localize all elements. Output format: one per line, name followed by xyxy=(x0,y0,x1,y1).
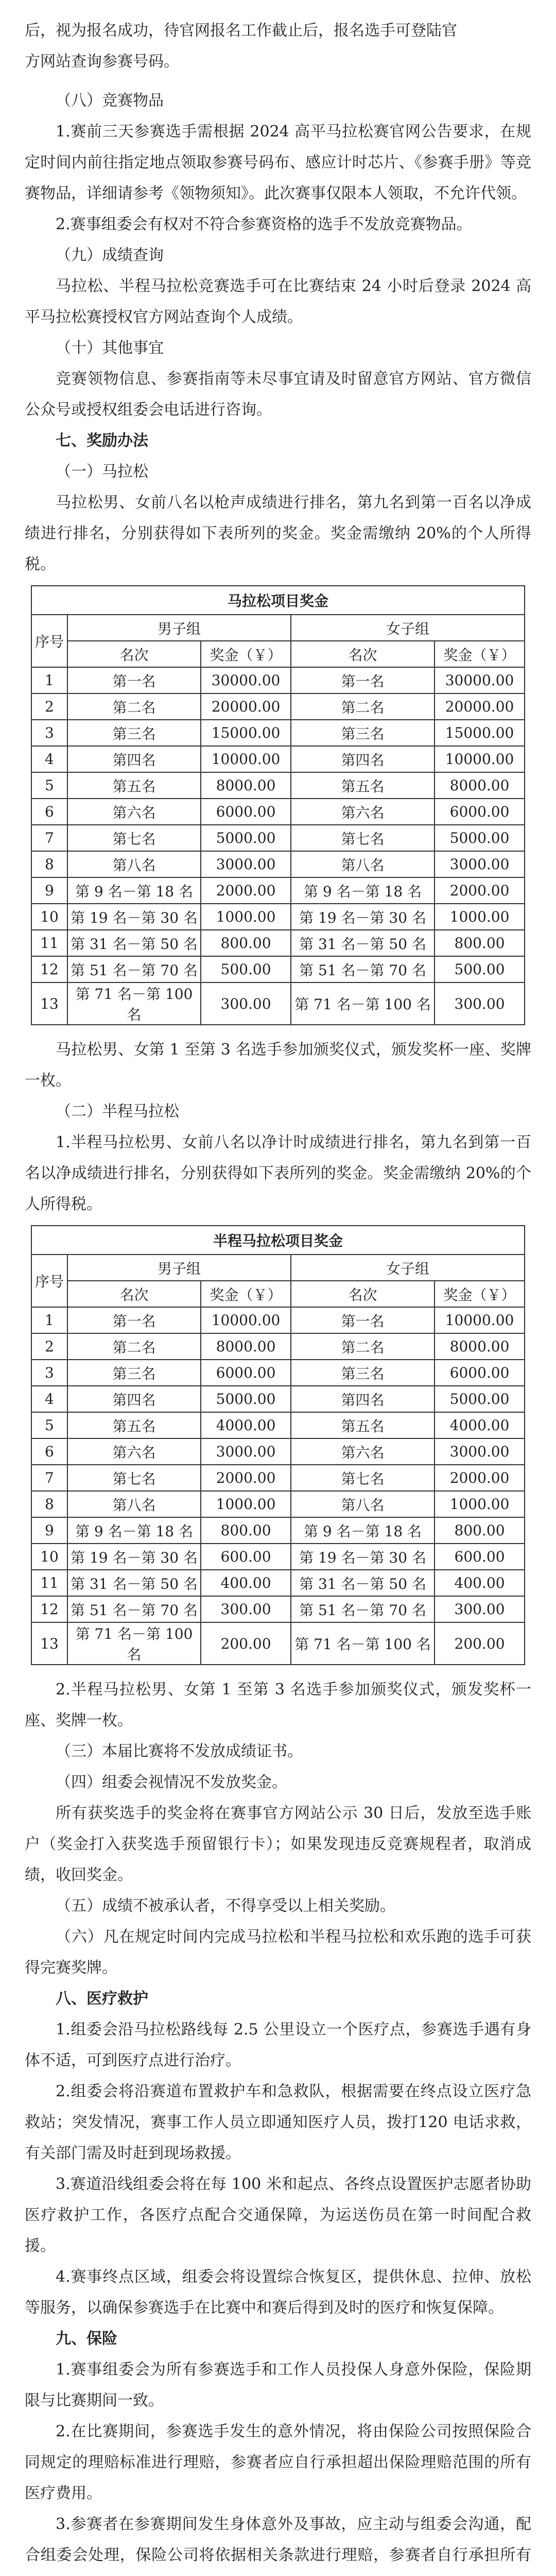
col-header-rank: 名次 xyxy=(67,1281,201,1307)
table-cell: 第六名 xyxy=(291,799,435,825)
table-cell: 8 xyxy=(31,851,67,877)
col-header-seq: 序号 xyxy=(31,1255,67,1307)
table-cell: 3000.00 xyxy=(435,1438,525,1465)
table-cell: 10000.00 xyxy=(435,746,525,772)
paragraph: 马拉松男、女第 1 至第 3 名选手参加颁奖仪式，颁发奖杯一座、奖牌一枚。 xyxy=(25,1041,531,1090)
table-cell: 第 31 名－第 50 名 xyxy=(67,1570,201,1596)
table-cell: 13 xyxy=(31,1622,67,1665)
half-marathon-prize-table xyxy=(31,1225,525,1665)
table-cell: 第五名 xyxy=(67,772,201,799)
table-cell: 6 xyxy=(31,799,67,825)
table-cell: 8000.00 xyxy=(201,1333,291,1360)
table-cell: 12 xyxy=(31,1596,67,1622)
table-cell: 1000.00 xyxy=(201,904,291,930)
table-cell: 20000.00 xyxy=(201,693,291,720)
table-cell: 第 71 名－第 100 名 xyxy=(291,982,435,1025)
table-cell: 6 xyxy=(31,1438,67,1465)
table-cell: 2 xyxy=(31,693,67,720)
table-row xyxy=(31,693,525,720)
table-row xyxy=(31,904,525,930)
table-cell: 200.00 xyxy=(201,1622,291,1665)
table-row xyxy=(31,982,525,1025)
table-cell: 5 xyxy=(31,1412,67,1438)
table-cell: 第五名 xyxy=(291,1412,435,1438)
table-cell: 6000.00 xyxy=(435,1360,525,1386)
section-heading: （九）成绩查询 xyxy=(56,246,164,264)
table-cell: 300.00 xyxy=(201,1596,291,1622)
table-row xyxy=(31,930,525,956)
table-cell: 第三名 xyxy=(67,1360,201,1386)
table-cell: 500.00 xyxy=(435,956,525,982)
paragraph: 马拉松男、女前八名以枪声成绩进行排名，第九名到第一百名以净成绩进行排名，分别获得如下表所列的奖金。奖金需缴纳 20%的个人所得税。 xyxy=(25,494,531,573)
table-cell: 200.00 xyxy=(435,1622,525,1665)
table-cell: 第八名 xyxy=(67,1491,201,1517)
table-cell: 10000.00 xyxy=(201,746,291,772)
table-cell: 400.00 xyxy=(201,1570,291,1596)
table-row xyxy=(31,746,525,772)
table-cell: 6000.00 xyxy=(201,1360,291,1386)
table-cell: 第 9 名－第 18 名 xyxy=(291,1517,435,1544)
col-header-female: 女子组 xyxy=(291,615,525,641)
table-cell: 500.00 xyxy=(201,956,291,982)
table-cell: 300.00 xyxy=(201,982,291,1025)
table-cell: 8 xyxy=(31,1491,67,1517)
table-row xyxy=(31,1570,525,1596)
table-cell: 11 xyxy=(31,1570,67,1596)
table-row xyxy=(31,1517,525,1544)
table-row xyxy=(31,720,525,746)
table-row xyxy=(31,956,525,982)
table-body xyxy=(31,667,525,1025)
section-heading: （二）半程马拉松 xyxy=(56,1103,179,1121)
paragraph: 3.参赛者在参赛期间发生身体意外及事故，应主动与组委会沟通，配合组委会处理，保险公司将依据相关条款进行理赔，参赛者自行承担所有 xyxy=(25,2515,531,2564)
table-cell: 5000.00 xyxy=(201,1386,291,1412)
table-cell: 第 31 名－第 50 名 xyxy=(67,930,201,956)
col-header-male: 男子组 xyxy=(67,1255,291,1281)
intro-line: 后，视为报名成功，待官网报名工作截止后，报名选手可登陆官 xyxy=(25,22,457,40)
table-cell: 第 9 名－第 18 名 xyxy=(291,877,435,904)
table-cell: 5000.00 xyxy=(201,825,291,851)
col-header-prize: 奖金（￥） xyxy=(435,1281,525,1307)
table-cell: 第三名 xyxy=(291,720,435,746)
col-header-rank: 名次 xyxy=(291,641,435,667)
table-cell: 5 xyxy=(31,772,67,799)
table-cell: 10 xyxy=(31,1544,67,1570)
paragraph: 4.赛事终点区域，组委会将设置综合恢复区，提供休息、拉伸、放松等服务，以确保参赛选手在比赛中和赛后得到及时的医疗和恢复保障。 xyxy=(25,2268,531,2317)
table-row xyxy=(31,1412,525,1438)
col-header-prize: 奖金（￥） xyxy=(435,641,525,667)
table-cell: 第 71 名－第 100 名 xyxy=(67,1622,201,1665)
table-cell: 400.00 xyxy=(435,1570,525,1596)
chapter-heading-insurance: 九、保险 xyxy=(56,2330,117,2348)
table-cell: 800.00 xyxy=(435,930,525,956)
table-cell: 第 19 名－第 30 名 xyxy=(291,1544,435,1570)
paragraph: 马拉松、半程马拉松竞赛选手可在比赛结束 24 小时后登录 2024 高平马拉松赛授权官方网站查询个人成绩。 xyxy=(25,277,531,326)
table-cell: 4000.00 xyxy=(435,1412,525,1438)
table-cell: 8000.00 xyxy=(435,1333,525,1360)
table-cell: 第七名 xyxy=(291,825,435,851)
table-cell: 6000.00 xyxy=(435,799,525,825)
table-cell: 8000.00 xyxy=(435,772,525,799)
table-cell: 10000.00 xyxy=(201,1307,291,1333)
table-cell: 10000.00 xyxy=(435,1307,525,1333)
table-cell: 1000.00 xyxy=(435,1491,525,1517)
paragraph: 1.半程马拉松男、女前八名以净计时成绩进行排名，第九名到第一百名以净成绩进行排名，分别获得如下表所列的奖金。奖金需缴纳 20%的个人所得税。 xyxy=(25,1133,531,1213)
paragraph: （六）凡在规定时间内完成马拉松和半程马拉松和欢乐跑的选手可获得完赛奖牌。 xyxy=(25,1928,531,1977)
chapter-heading-medical: 八、医疗救护 xyxy=(56,1990,148,2008)
table-cell: 第七名 xyxy=(291,1465,435,1491)
table-cell: 第六名 xyxy=(67,1438,201,1465)
table-cell: 第四名 xyxy=(291,1386,435,1412)
table-cell: 第二名 xyxy=(67,693,201,720)
table-cell: 300.00 xyxy=(435,982,525,1025)
paragraph: 2.在比赛期间，参赛选手发生的意外情况，将由保险公司按照保险合同规定的理赔标准进行理赔，参赛者应自行承担超出保险理赔范围的所有医疗费用。 xyxy=(25,2422,531,2502)
table-cell: 7 xyxy=(31,825,67,851)
table-cell: 第 9 名－第 18 名 xyxy=(67,1517,201,1544)
table-cell: 第 19 名－第 30 名 xyxy=(67,1544,201,1570)
col-header-seq: 序号 xyxy=(31,615,67,667)
table-cell: 2000.00 xyxy=(435,877,525,904)
table-cell: 第一名 xyxy=(67,667,201,693)
table-cell: 第六名 xyxy=(67,799,201,825)
table-cell: 第一名 xyxy=(291,667,435,693)
table-cell: 3000.00 xyxy=(201,1438,291,1465)
table-cell: 4 xyxy=(31,1386,67,1412)
table-cell: 300.00 xyxy=(435,1596,525,1622)
section-heading: （八）竞赛物品 xyxy=(56,92,164,110)
table-cell: 第八名 xyxy=(291,851,435,877)
table-cell: 第七名 xyxy=(67,825,201,851)
table-cell: 4 xyxy=(31,746,67,772)
col-header-prize: 奖金（￥） xyxy=(201,1281,291,1307)
table-body xyxy=(31,1307,525,1665)
table-cell: 800.00 xyxy=(201,930,291,956)
table-cell: 第一名 xyxy=(67,1307,201,1333)
table-cell: 第 19 名－第 30 名 xyxy=(291,904,435,930)
table-cell: 2000.00 xyxy=(201,877,291,904)
table-cell: 2000.00 xyxy=(201,1465,291,1491)
table-row xyxy=(31,772,525,799)
chapter-heading-awards: 七、奖励办法 xyxy=(56,432,148,450)
table-title: 马拉松项目奖金 xyxy=(31,586,525,615)
table-cell: 第二名 xyxy=(291,693,435,720)
table-cell: 第二名 xyxy=(291,1333,435,1360)
table-row xyxy=(31,1333,525,1360)
table-cell: 600.00 xyxy=(201,1544,291,1570)
table-cell: 6000.00 xyxy=(201,799,291,825)
table-cell: 800.00 xyxy=(435,1517,525,1544)
table-cell: 第 19 名－第 30 名 xyxy=(67,904,201,930)
table-cell: 第三名 xyxy=(67,720,201,746)
intro-line: 方网站查询参赛号码。 xyxy=(25,53,179,71)
table-cell: 1 xyxy=(31,1307,67,1333)
table-row xyxy=(31,877,525,904)
paragraph: 2.半程马拉松男、女第 1 至第 3 名选手参加颁奖仪式，颁发奖杯一座、奖牌一枚。 xyxy=(25,1681,531,1730)
table-cell: 2 xyxy=(31,1333,67,1360)
col-header-rank: 名次 xyxy=(291,1281,435,1307)
table-cell: 1 xyxy=(31,667,67,693)
table-cell: 11 xyxy=(31,930,67,956)
table-cell: 第七名 xyxy=(67,1465,201,1491)
table-cell: 30000.00 xyxy=(201,667,291,693)
table-cell: 12 xyxy=(31,956,67,982)
col-header-rank: 名次 xyxy=(67,641,201,667)
table-cell: 第三名 xyxy=(291,1360,435,1386)
table-cell: 7 xyxy=(31,1465,67,1491)
paragraph: 竞赛领物信息、参赛指南等未尽事宜请及时留意官方网站、官方微信公众号或授权组委会电话进行咨询。 xyxy=(25,370,531,419)
table-cell: 3 xyxy=(31,720,67,746)
paragraph: 所有获奖选手的奖金将在赛事官方网站公示 30 日后，发放至选手账户（奖金打入获奖选手预留银行卡）；如果发现违反竞赛规程者，取消成绩，收回奖金。 xyxy=(25,1804,531,1884)
paragraph: 2.赛事组委会有权对不符合参赛资格的选手不发放竞赛物品。 xyxy=(56,215,472,233)
section-heading: （四）组委会视情况不发放奖金。 xyxy=(56,1773,287,1791)
table-cell: 3000.00 xyxy=(201,851,291,877)
table-cell: 5000.00 xyxy=(435,825,525,851)
table-cell: 第 71 名－第 100 名 xyxy=(291,1622,435,1665)
table-cell: 第八名 xyxy=(291,1491,435,1517)
table-cell: 第 71 名－第 100 名 xyxy=(67,982,201,1025)
col-header-female: 女子组 xyxy=(291,1255,525,1281)
table-row xyxy=(31,1465,525,1491)
table-cell: 3 xyxy=(31,1360,67,1386)
table-cell: 1000.00 xyxy=(201,1491,291,1517)
table-row xyxy=(31,1596,525,1622)
table-cell: 10 xyxy=(31,904,67,930)
table-row xyxy=(31,799,525,825)
table-cell: 第 51 名－第 70 名 xyxy=(291,956,435,982)
paragraph: 1.赛前三天参赛选手需根据 2024 高平马拉松赛官网公告要求，在规定时间内前往指定地点领取参赛号码布、感应计时芯片、《参赛手册》等竞赛物品，详细请参考《领物须知》。此次赛事仅限本人领取，不允许代领。 xyxy=(25,123,531,202)
table-cell: 3000.00 xyxy=(435,851,525,877)
table-cell: 第二名 xyxy=(67,1333,201,1360)
table-cell: 4000.00 xyxy=(201,1412,291,1438)
table-row xyxy=(31,1386,525,1412)
table-cell: 5000.00 xyxy=(435,1386,525,1412)
section-heading: （十）其他事宜 xyxy=(56,339,164,357)
table-cell: 15000.00 xyxy=(435,720,525,746)
table-cell: 2000.00 xyxy=(435,1465,525,1491)
table-cell: 第五名 xyxy=(67,1412,201,1438)
table-cell: 第六名 xyxy=(291,1438,435,1465)
table-cell: 第四名 xyxy=(67,1386,201,1412)
section-heading: （三）本届比赛将不发放成绩证书。 xyxy=(56,1742,303,1760)
table-cell: 第四名 xyxy=(291,746,435,772)
table-row xyxy=(31,667,525,693)
table-row xyxy=(31,1491,525,1517)
table-cell: 1000.00 xyxy=(435,904,525,930)
table-row xyxy=(31,1438,525,1465)
paragraph: 1.赛事组委会为所有参赛选手和工作人员投保人身意外保险，保险期限与比赛期间一致。 xyxy=(25,2361,531,2410)
table-cell: 13 xyxy=(31,982,67,1025)
table-cell: 20000.00 xyxy=(435,693,525,720)
col-header-male: 男子组 xyxy=(67,615,291,641)
table-title: 半程马拉松项目奖金 xyxy=(31,1226,525,1255)
table-cell: 15000.00 xyxy=(201,720,291,746)
table-cell: 9 xyxy=(31,1517,67,1544)
table-cell: 8000.00 xyxy=(201,772,291,799)
table-row xyxy=(31,1622,525,1665)
table-cell: 第八名 xyxy=(67,851,201,877)
table-cell: 第一名 xyxy=(291,1307,435,1333)
paragraph: （五）成绩不被承认者，不得享受以上相关奖励。 xyxy=(56,1897,395,1915)
table-row xyxy=(31,1360,525,1386)
paragraph: 2.组委会将沿赛道布置救护车和急救队，根据需要在终点设立医疗急救站；突发情况，赛事工作人员立即通知医疗人员，拨打120 电话求救，有关部门需及时赶到现场救援。 xyxy=(25,2082,531,2162)
table-cell: 30000.00 xyxy=(435,667,525,693)
table-cell: 第 51 名－第 70 名 xyxy=(291,1596,435,1622)
paragraph: 1.组委会沿马拉松路线每 2.5 公里设立一个医疗点，参赛选手遇有身体不适，可到医疗点进行治疗。 xyxy=(25,2021,531,2070)
col-header-prize: 奖金（￥） xyxy=(201,641,291,667)
table-cell: 第 51 名－第 70 名 xyxy=(67,1596,201,1622)
table-cell: 第 51 名－第 70 名 xyxy=(67,956,201,982)
table-cell: 第五名 xyxy=(291,772,435,799)
table-row xyxy=(31,1307,525,1333)
table-row xyxy=(31,851,525,877)
marathon-prize-table xyxy=(31,585,525,1025)
table-cell: 9 xyxy=(31,877,67,904)
table-cell: 第 9 名－第 18 名 xyxy=(67,877,201,904)
table-cell: 800.00 xyxy=(201,1517,291,1544)
table-row xyxy=(31,825,525,851)
paragraph: 3.赛道沿线组委会将在每 100 米和起点、各终点设置医护志愿者协助医疗救护工作，各医疗点配合交通保障，为运送伤员在第一时间配合救援。 xyxy=(25,2175,531,2255)
table-row xyxy=(31,1544,525,1570)
table-cell: 600.00 xyxy=(435,1544,525,1570)
table-cell: 第 31 名－第 50 名 xyxy=(291,930,435,956)
table-cell: 第 31 名－第 50 名 xyxy=(291,1570,435,1596)
section-heading: （一）马拉松 xyxy=(56,463,148,481)
table-cell: 第四名 xyxy=(67,746,201,772)
